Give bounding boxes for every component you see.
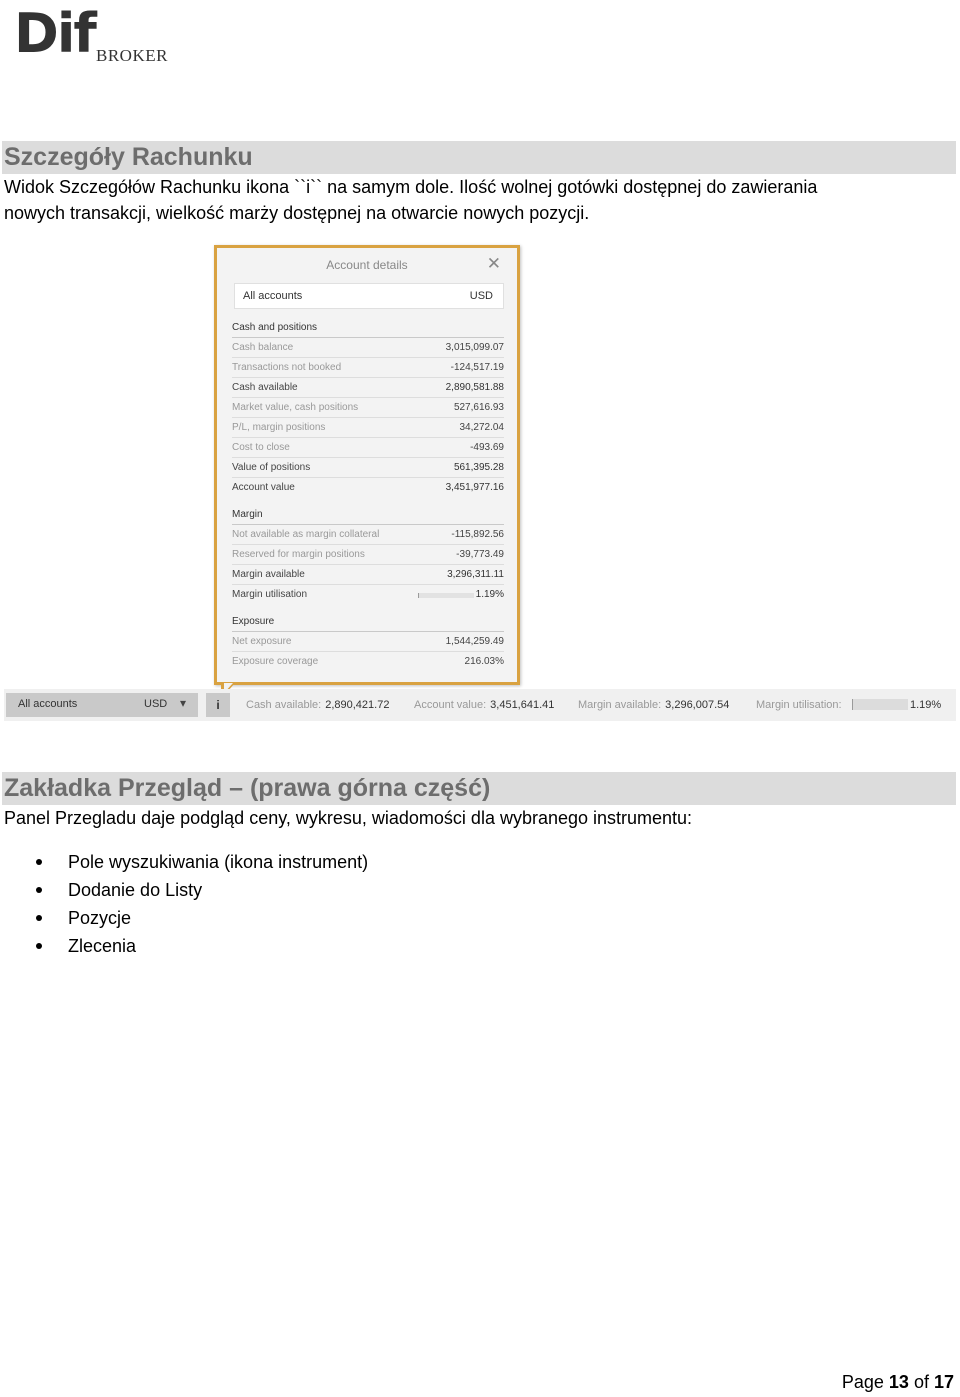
total-pages: 17	[933, 1372, 954, 1392]
detail-label: Account value	[232, 482, 295, 493]
detail-value: 3,296,311.11	[447, 569, 504, 580]
account-select-label: All accounts	[243, 290, 303, 302]
logo-mark: Dif	[14, 2, 95, 65]
chevron-down-icon: ▾	[180, 696, 187, 710]
margin-utilisation-bar	[418, 593, 474, 598]
detail-value: 561,395.28	[453, 462, 504, 473]
margin-available-label: Margin available:	[578, 699, 662, 711]
list-item-text: Dodanie do Listy	[68, 880, 203, 900]
detail-value: 527,616.93	[453, 402, 504, 413]
detail-label: Exposure coverage	[232, 656, 319, 667]
list-item-text: Pole wyszukiwania (ikona instrument)	[68, 852, 369, 872]
detail-value: -115,892.56	[451, 529, 504, 540]
statusbar-margin-utilisation	[756, 699, 842, 711]
cash-available-value: 2,890,421.72	[325, 699, 390, 711]
statusbar-cash-available	[246, 699, 389, 711]
detail-label: Net exposure	[232, 636, 292, 647]
margin-utilisation-bar	[852, 699, 908, 710]
detail-label: Cost to close	[232, 442, 290, 453]
bullet-icon	[36, 915, 42, 921]
detail-row	[232, 652, 504, 671]
detail-label: Market value, cash positions	[232, 402, 359, 413]
group-heading: Cash and positions	[232, 318, 504, 338]
detail-row	[232, 338, 504, 358]
logo-subtext: BROKER	[96, 46, 168, 65]
detail-value: 34,272.04	[459, 422, 504, 433]
detail-label: Margin available	[232, 569, 305, 580]
detail-value: 3,451,977.16	[445, 482, 504, 493]
cash-available-label: Cash available:	[246, 699, 322, 711]
detail-value: -493.69	[470, 442, 504, 453]
account-details-table	[232, 318, 504, 671]
detail-label: Margin utilisation	[232, 589, 308, 600]
detail-value: 3,015,099.07	[445, 342, 504, 353]
account-select[interactable]	[234, 283, 504, 309]
detail-row	[232, 458, 504, 478]
detail-row	[232, 378, 504, 398]
group-heading: Margin	[232, 505, 504, 525]
detail-row	[232, 478, 504, 497]
detail-value: 2,890,581.88	[445, 382, 504, 393]
account-value-value: 3,451,641.41	[490, 699, 555, 711]
account-status-bar	[4, 689, 956, 721]
page-number: Page 13 of 17	[841, 1372, 954, 1392]
detail-label: Transactions not booked	[232, 362, 342, 373]
detail-label: Reserved for margin positions	[232, 549, 365, 560]
detail-row	[232, 545, 504, 565]
dif-broker-logo	[14, 2, 174, 68]
section1-line2: nowych transakcji, wielkość marży dostępnej na otwarcie nowych pozycji.	[4, 203, 590, 223]
statusbar-account-select[interactable]	[6, 693, 198, 717]
detail-value: 216.03%	[464, 656, 504, 667]
margin-utilisation-label: Margin utilisation:	[756, 699, 842, 711]
group-heading: Exposure	[232, 612, 504, 632]
detail-row	[232, 418, 504, 438]
section1-paragraph	[4, 174, 944, 226]
section1-line1: Widok Szczegółów Rachunku ikona ``i`` na samym dole. Ilość wolnej gotówki dostępnej do zawierania	[4, 177, 818, 197]
detail-row	[232, 438, 504, 458]
detail-value: 1.19%	[475, 589, 504, 600]
detail-row	[232, 525, 504, 545]
statusbar-account-label: All accounts	[18, 698, 78, 710]
detail-row	[232, 358, 504, 378]
detail-row	[232, 565, 504, 585]
detail-label: Not available as margin collateral	[232, 529, 380, 540]
section-title-account-details: Szczegóły Rachunku	[2, 141, 956, 174]
bullet-icon	[36, 887, 42, 893]
detail-label: Value of positions	[232, 462, 311, 473]
close-icon[interactable]: ✕	[486, 254, 501, 273]
detail-row	[232, 585, 504, 604]
account-select-currency: USD	[469, 290, 493, 302]
section2-paragraph: Panel Przegladu daje podgląd ceny, wykresu, wiadomości dla wybranego instrumentu:	[4, 808, 693, 828]
detail-row	[232, 398, 504, 418]
account-value-label: Account value:	[414, 699, 487, 711]
bullet-icon	[36, 859, 42, 865]
list-item-text: Zlecenia	[68, 936, 137, 956]
margin-utilisation-value: 1.19%	[910, 699, 942, 711]
detail-label: Cash balance	[232, 342, 294, 353]
statusbar-account-value	[414, 699, 554, 711]
statusbar-margin-available	[578, 699, 729, 711]
statusbar-currency: USD	[144, 698, 168, 710]
margin-available-value: 3,296,007.54	[665, 699, 730, 711]
info-icon-button[interactable]: i	[206, 693, 230, 717]
detail-row	[232, 632, 504, 652]
list-item-text: Pozycje	[68, 908, 132, 928]
detail-value: 1,544,259.49	[445, 636, 504, 647]
account-details-popup	[214, 245, 520, 685]
detail-label: P/L, margin positions	[232, 422, 326, 433]
detail-value: -39,773.49	[456, 549, 504, 560]
detail-value: -124,517.19	[450, 362, 504, 373]
popup-title: Account details	[326, 258, 408, 272]
current-page: 13	[888, 1372, 909, 1392]
detail-label: Cash available	[232, 382, 298, 393]
bullet-icon	[36, 943, 42, 949]
section-title-overview: Zakładka Przegląd – (prawa górna część)	[2, 772, 956, 805]
